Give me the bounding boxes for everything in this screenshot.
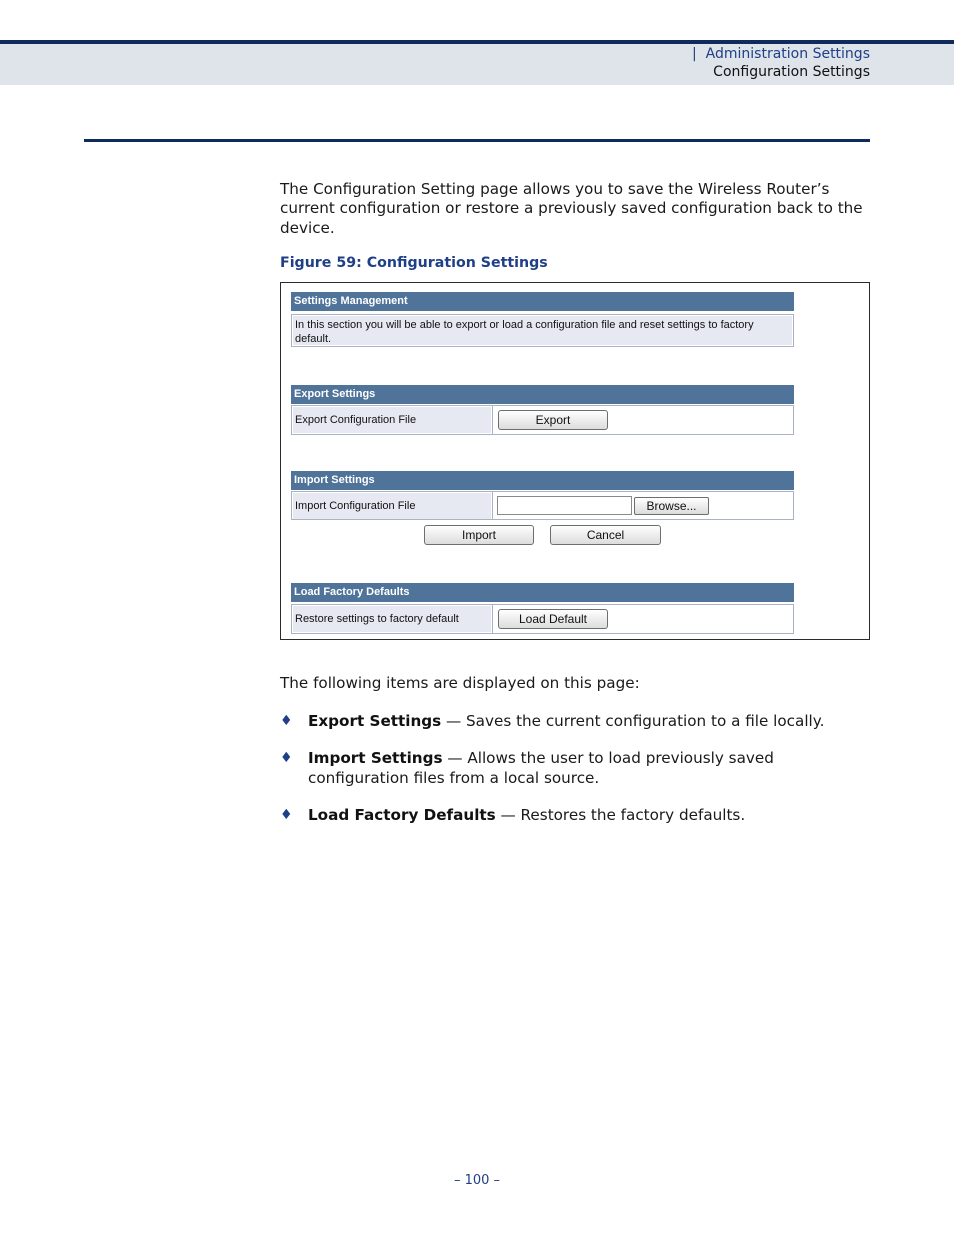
bullet-description: — Allows the user to load previously saved configuration files from a local source. [308,749,774,787]
settings-management-description: In this section you will be able to export or load a configuration file and reset settings to factory default. [293,316,792,345]
diamond-bullet-icon: ♦ [280,713,293,729]
breadcrumb [692,46,870,62]
export-settings-header: Export Settings [291,385,794,404]
import-settings-header: Import Settings [291,471,794,490]
export-settings-row [291,405,794,435]
export-button[interactable]: Export [498,410,608,430]
bullet-term: Export Settings [308,712,442,730]
breadcrumb-current: Configuration Settings [713,64,870,80]
settings-management-header: Settings Management [291,292,794,311]
factory-defaults-row [291,604,794,634]
import-configuration-label: Import Configuration File [293,493,491,519]
bullet-description: — Restores the factory defaults. [495,806,746,824]
list-item [280,711,870,731]
import-file-input[interactable] [497,496,632,515]
load-default-button[interactable]: Load Default [498,609,608,629]
row-divider [492,605,493,633]
settings-management-description-box [291,314,794,347]
import-button[interactable]: Import [424,525,534,545]
restore-factory-label: Restore settings to factory default [293,606,491,632]
import-settings-row [291,491,794,520]
list-item [280,805,870,825]
configuration-settings-figure [280,282,870,640]
section-rule [84,139,870,142]
figure-caption: Figure 59: Configuration Settings [280,255,548,271]
diamond-bullet-icon: ♦ [280,750,293,766]
row-divider [492,406,493,434]
following-items-intro: The following items are displayed on this page: [280,674,640,692]
page-number: – 100 – [453,1173,501,1188]
breadcrumb-separator: | [692,46,697,62]
diamond-bullet-icon: ♦ [280,807,293,823]
bullet-term: Import Settings [308,749,443,767]
row-divider [492,492,493,520]
breadcrumb-parent: Administration Settings [705,46,870,62]
list-item [280,748,870,788]
bullet-term: Load Factory Defaults [308,806,496,824]
export-configuration-label: Export Configuration File [293,407,491,433]
bullet-description: — Saves the current configuration to a file locally. [441,712,825,730]
cancel-button[interactable]: Cancel [550,525,661,545]
intro-paragraph: The Configuration Setting page allows you to save the Wireless Router’s current configuration or restore a previously saved configuration back to the device. [280,180,863,237]
browse-button[interactable]: Browse... [634,497,709,515]
load-factory-defaults-header: Load Factory Defaults [291,583,794,602]
